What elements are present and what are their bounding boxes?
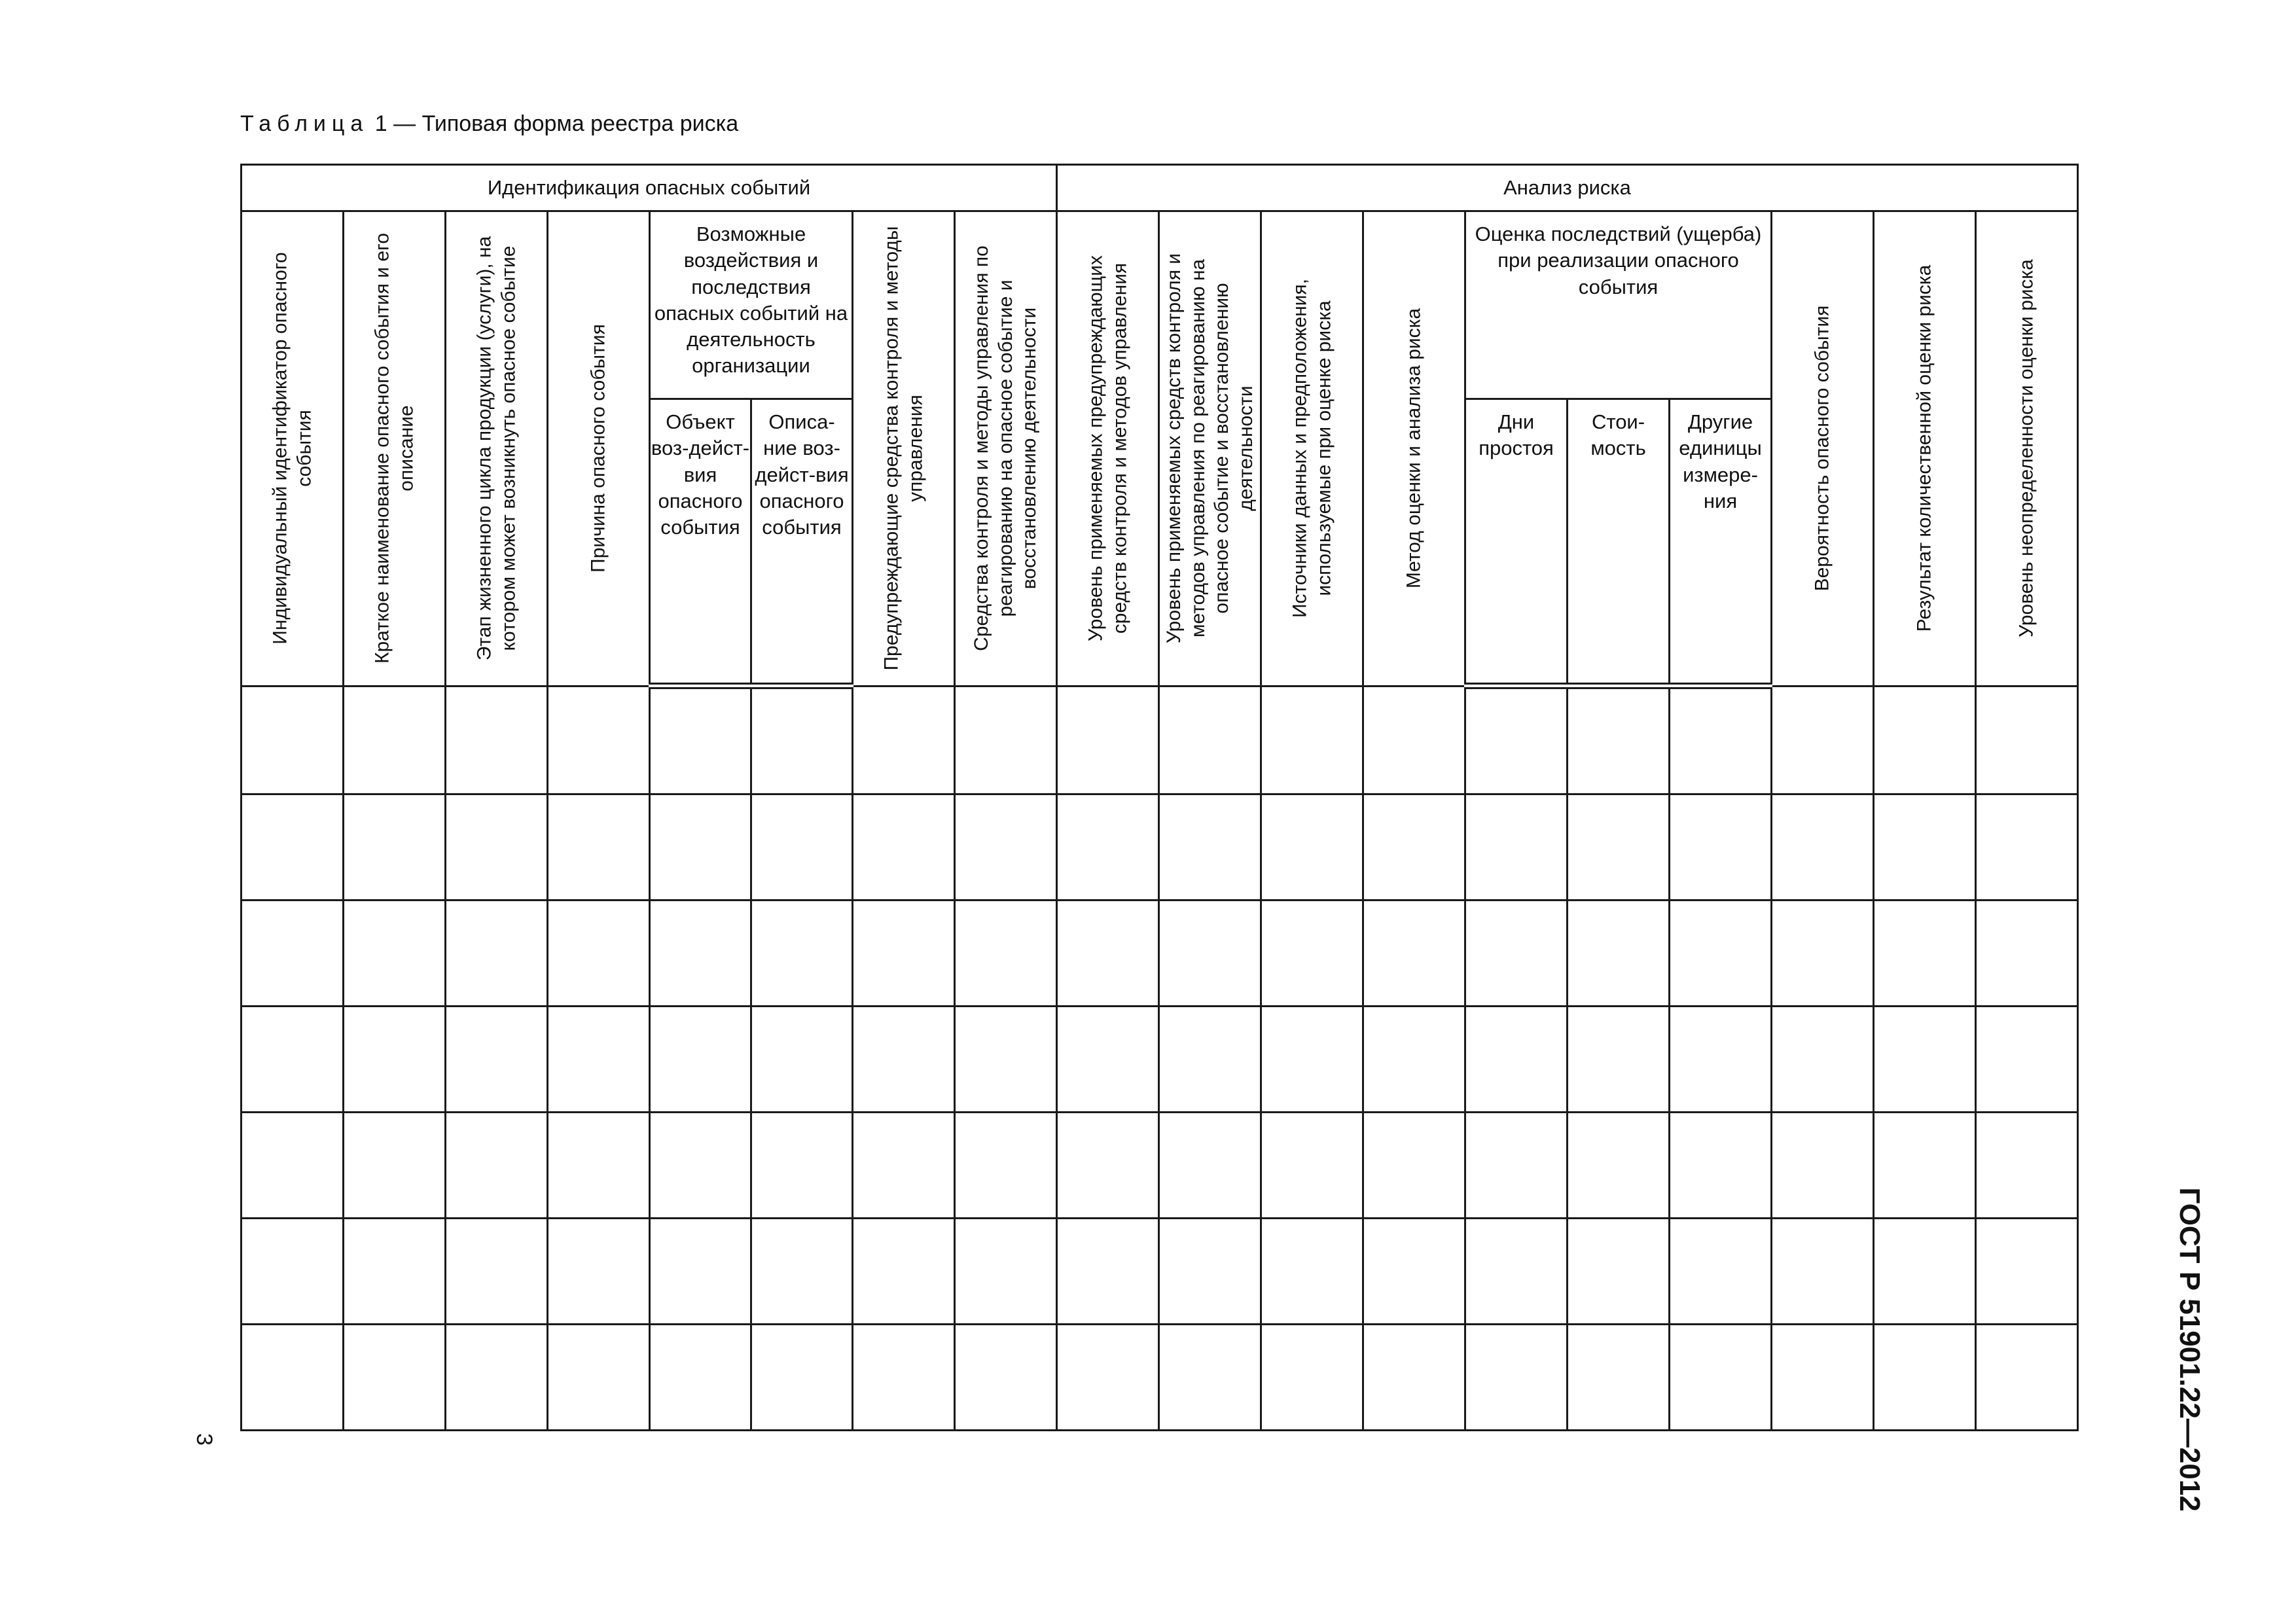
col-header-cause-label: Причина опасного события [587, 324, 609, 573]
empty-cell [1874, 794, 1976, 901]
empty-cell [1057, 794, 1159, 901]
col-header-other-units-label: Другие единицы измере-ния [1679, 410, 1762, 512]
empty-cell [1057, 1007, 1159, 1113]
empty-cell [548, 1113, 650, 1219]
table-row [242, 1007, 2078, 1113]
empty-cell [344, 1007, 446, 1113]
empty-cell [1057, 1325, 1159, 1431]
empty-cell [1057, 686, 1159, 794]
empty-cell [1670, 901, 1772, 1007]
empty-cell [1772, 1113, 1874, 1219]
col-header-data-sources-label: Источники данных и предположения, используемые при оценке риска [1288, 279, 1335, 618]
col-header-response-controls-label: Средства контроля и методы управления по реагированию на опасное событие и восстановлению деятельности [970, 245, 1040, 652]
empty-cell [1363, 1113, 1465, 1219]
empty-cell [1465, 686, 1568, 794]
empty-cell [446, 1219, 548, 1325]
empty-cell [1465, 1113, 1568, 1219]
empty-cell [1670, 1219, 1772, 1325]
empty-cell [1772, 901, 1874, 1007]
empty-cell [1976, 1007, 2078, 1113]
empty-cell [548, 794, 650, 901]
col-header-impact-object [650, 399, 751, 687]
col-header-impact-description [751, 399, 853, 687]
col-header-response-level [1159, 211, 1261, 687]
empty-cell [1261, 794, 1363, 901]
table-row [242, 686, 2078, 794]
empty-cell [446, 794, 548, 901]
empty-cell [853, 1007, 955, 1113]
col-header-response-level-label: Уровень применяемых средств контроля и методов управления по реагированию на опасное событие и восстановлению деятельности [1162, 253, 1257, 644]
col-header-response-controls [955, 211, 1057, 687]
empty-cell [650, 686, 751, 794]
caption-text: 1 — Типовая форма реестра риска [374, 111, 739, 136]
empty-cell [1568, 794, 1670, 901]
empty-cell [751, 1219, 853, 1325]
empty-cell [548, 686, 650, 794]
empty-cell [751, 1113, 853, 1219]
empty-cell [1874, 1219, 1976, 1325]
empty-cell [853, 1219, 955, 1325]
empty-cell [344, 794, 446, 901]
empty-cell [1363, 1325, 1465, 1431]
empty-cell [1261, 901, 1363, 1007]
empty-cell [853, 1325, 955, 1431]
empty-cell [1159, 901, 1261, 1007]
empty-cell [242, 1219, 344, 1325]
empty-cell [650, 1113, 751, 1219]
col-header-cost [1568, 399, 1670, 687]
empty-cell [1363, 794, 1465, 901]
empty-cell [650, 794, 751, 901]
empty-cell [446, 901, 548, 1007]
empty-cell [955, 686, 1057, 794]
empty-cell [1363, 901, 1465, 1007]
empty-cell [751, 901, 853, 1007]
table-row [242, 794, 2078, 901]
col-header-lifecycle-stage-label: Этап жизненного цикла продукции (услуги), на котором может возникнуть опасное событие [473, 236, 519, 661]
col-header-preventive-level-label: Уровень применяемых предупреждающих средств контроля и методов управления [1084, 255, 1130, 642]
col-header-assessment-method-label: Метод оценки и анализа риска [1403, 308, 1425, 589]
empty-cell [1874, 901, 1976, 1007]
empty-cell [1670, 686, 1772, 794]
group-header-analysis: Анализ риска [1057, 165, 2078, 211]
col-header-data-sources [1261, 211, 1363, 687]
empty-cell [242, 1325, 344, 1431]
col-header-lifecycle-stage [446, 211, 548, 687]
empty-cell [751, 794, 853, 901]
empty-cell [1465, 901, 1568, 1007]
empty-cell [1568, 1219, 1670, 1325]
empty-cell [1874, 1007, 1976, 1113]
empty-cell [955, 901, 1057, 1007]
empty-cell [650, 1325, 751, 1431]
table-body [242, 686, 2078, 1431]
empty-cell [1670, 1325, 1772, 1431]
empty-cell [1159, 1325, 1261, 1431]
col-header-identifier-label: Индивидуальный идентификатор опасного события [268, 252, 315, 645]
empty-cell [1261, 1325, 1363, 1431]
empty-cell [1874, 1325, 1976, 1431]
empty-cell [242, 686, 344, 794]
empty-cell [1465, 1219, 1568, 1325]
empty-cell [548, 901, 650, 1007]
empty-cell [650, 1007, 751, 1113]
empty-cell [1159, 1219, 1261, 1325]
empty-cell [1670, 794, 1772, 901]
col-header-downtime-days [1465, 399, 1568, 687]
empty-cell [242, 1113, 344, 1219]
empty-cell [751, 1325, 853, 1431]
empty-cell [1465, 1007, 1568, 1113]
document-code: ГОСТ Р 51901.22—2012 [2174, 1187, 2206, 1512]
col-header-cause [548, 211, 650, 687]
empty-cell [1568, 1325, 1670, 1431]
empty-cell [1159, 794, 1261, 901]
empty-cell [853, 901, 955, 1007]
empty-cell [1772, 1007, 1874, 1113]
empty-cell [1261, 1219, 1363, 1325]
col-header-impact-description-label: Описа-ние воз-дейст-вия опасного события [755, 410, 849, 539]
empty-cell [1057, 901, 1159, 1007]
col-header-consequences-group: Возможные воздействия и последствия опасных событий на деятельность организации [650, 211, 853, 399]
empty-cell [242, 901, 344, 1007]
table-caption [240, 111, 738, 137]
col-header-short-name-label: Краткое наименование опасного события и его описание [370, 233, 417, 664]
empty-cell [1874, 686, 1976, 794]
empty-cell [1568, 901, 1670, 1007]
empty-cell [242, 1007, 344, 1113]
empty-cell [1465, 794, 1568, 901]
empty-cell [1261, 686, 1363, 794]
empty-cell [955, 1219, 1057, 1325]
empty-cell [1772, 1325, 1874, 1431]
empty-cell [1772, 794, 1874, 901]
group-header-identification: Идентификация опасных событий [242, 165, 1057, 211]
empty-cell [853, 686, 955, 794]
empty-cell [1159, 1007, 1261, 1113]
empty-cell [1772, 686, 1874, 794]
col-header-probability-label: Вероятность опасного события [1811, 305, 1833, 592]
table-row [242, 1325, 2078, 1431]
col-header-preventive-level [1057, 211, 1159, 687]
empty-cell [1363, 1007, 1465, 1113]
col-header-identifier [242, 211, 344, 687]
empty-cell [1159, 1113, 1261, 1219]
empty-cell [1159, 686, 1261, 794]
empty-cell [1976, 794, 2078, 901]
empty-cell [1568, 1007, 1670, 1113]
empty-cell [548, 1219, 650, 1325]
col-header-preventive-controls [853, 211, 955, 687]
table-row [242, 901, 2078, 1007]
empty-cell [344, 1325, 446, 1431]
empty-cell [344, 1219, 446, 1325]
empty-cell [446, 1007, 548, 1113]
col-header-probability [1772, 211, 1874, 687]
empty-cell [1670, 1007, 1772, 1113]
empty-cell [446, 1325, 548, 1431]
col-header-preventive-controls-label: Предупреждающие средства контроля и методы управления [880, 226, 926, 671]
empty-cell [1874, 1113, 1976, 1219]
col-header-quantitative-result [1874, 211, 1976, 687]
empty-cell [446, 686, 548, 794]
table-row [242, 1219, 2078, 1325]
empty-cell [853, 1113, 955, 1219]
empty-cell [446, 1113, 548, 1219]
empty-cell [344, 686, 446, 794]
empty-cell [751, 686, 853, 794]
col-header-quantitative-result-label: Результат количественной оценки риска [1913, 264, 1935, 632]
empty-cell [1976, 686, 2078, 794]
col-header-damage-group: Оценка последствий (ущерба) при реализации опасного события [1465, 211, 1772, 399]
empty-cell [1568, 686, 1670, 794]
col-header-impact-object-label: Объект воз-дейст-вия опасного события [651, 410, 750, 539]
empty-cell [751, 1007, 853, 1113]
empty-cell [1976, 1219, 2078, 1325]
empty-cell [1363, 686, 1465, 794]
empty-cell [1772, 1219, 1874, 1325]
empty-cell [955, 794, 1057, 901]
empty-cell [650, 1219, 751, 1325]
empty-cell [1976, 1113, 2078, 1219]
empty-cell [1976, 1325, 2078, 1431]
risk-register-table [240, 164, 2079, 1431]
empty-cell [1976, 901, 2078, 1007]
empty-cell [955, 1325, 1057, 1431]
col-header-downtime-days-label: Дни простоя [1479, 410, 1554, 460]
empty-cell [1057, 1113, 1159, 1219]
empty-cell [548, 1325, 650, 1431]
empty-cell [1363, 1219, 1465, 1325]
empty-cell [1568, 1113, 1670, 1219]
col-header-assessment-method [1363, 211, 1465, 687]
col-header-uncertainty [1976, 211, 2078, 687]
empty-cell [344, 1113, 446, 1219]
table-row [242, 1113, 2078, 1219]
empty-cell [955, 1007, 1057, 1113]
col-header-cost-label: Стои-мость [1590, 410, 1646, 460]
col-header-uncertainty-label: Уровень неопределенности оценки риска [2015, 259, 2037, 638]
empty-cell [853, 794, 955, 901]
empty-cell [242, 794, 344, 901]
caption-prefix: Таблица [240, 111, 369, 136]
empty-cell [1261, 1113, 1363, 1219]
col-header-other-units [1670, 399, 1772, 687]
empty-cell [1261, 1007, 1363, 1113]
empty-cell [548, 1007, 650, 1113]
page-number: 3 [191, 1433, 217, 1446]
empty-cell [1057, 1219, 1159, 1325]
empty-cell [955, 1113, 1057, 1219]
empty-cell [1465, 1325, 1568, 1431]
col-header-short-name [344, 211, 446, 687]
empty-cell [1670, 1113, 1772, 1219]
empty-cell [650, 901, 751, 1007]
empty-cell [344, 901, 446, 1007]
